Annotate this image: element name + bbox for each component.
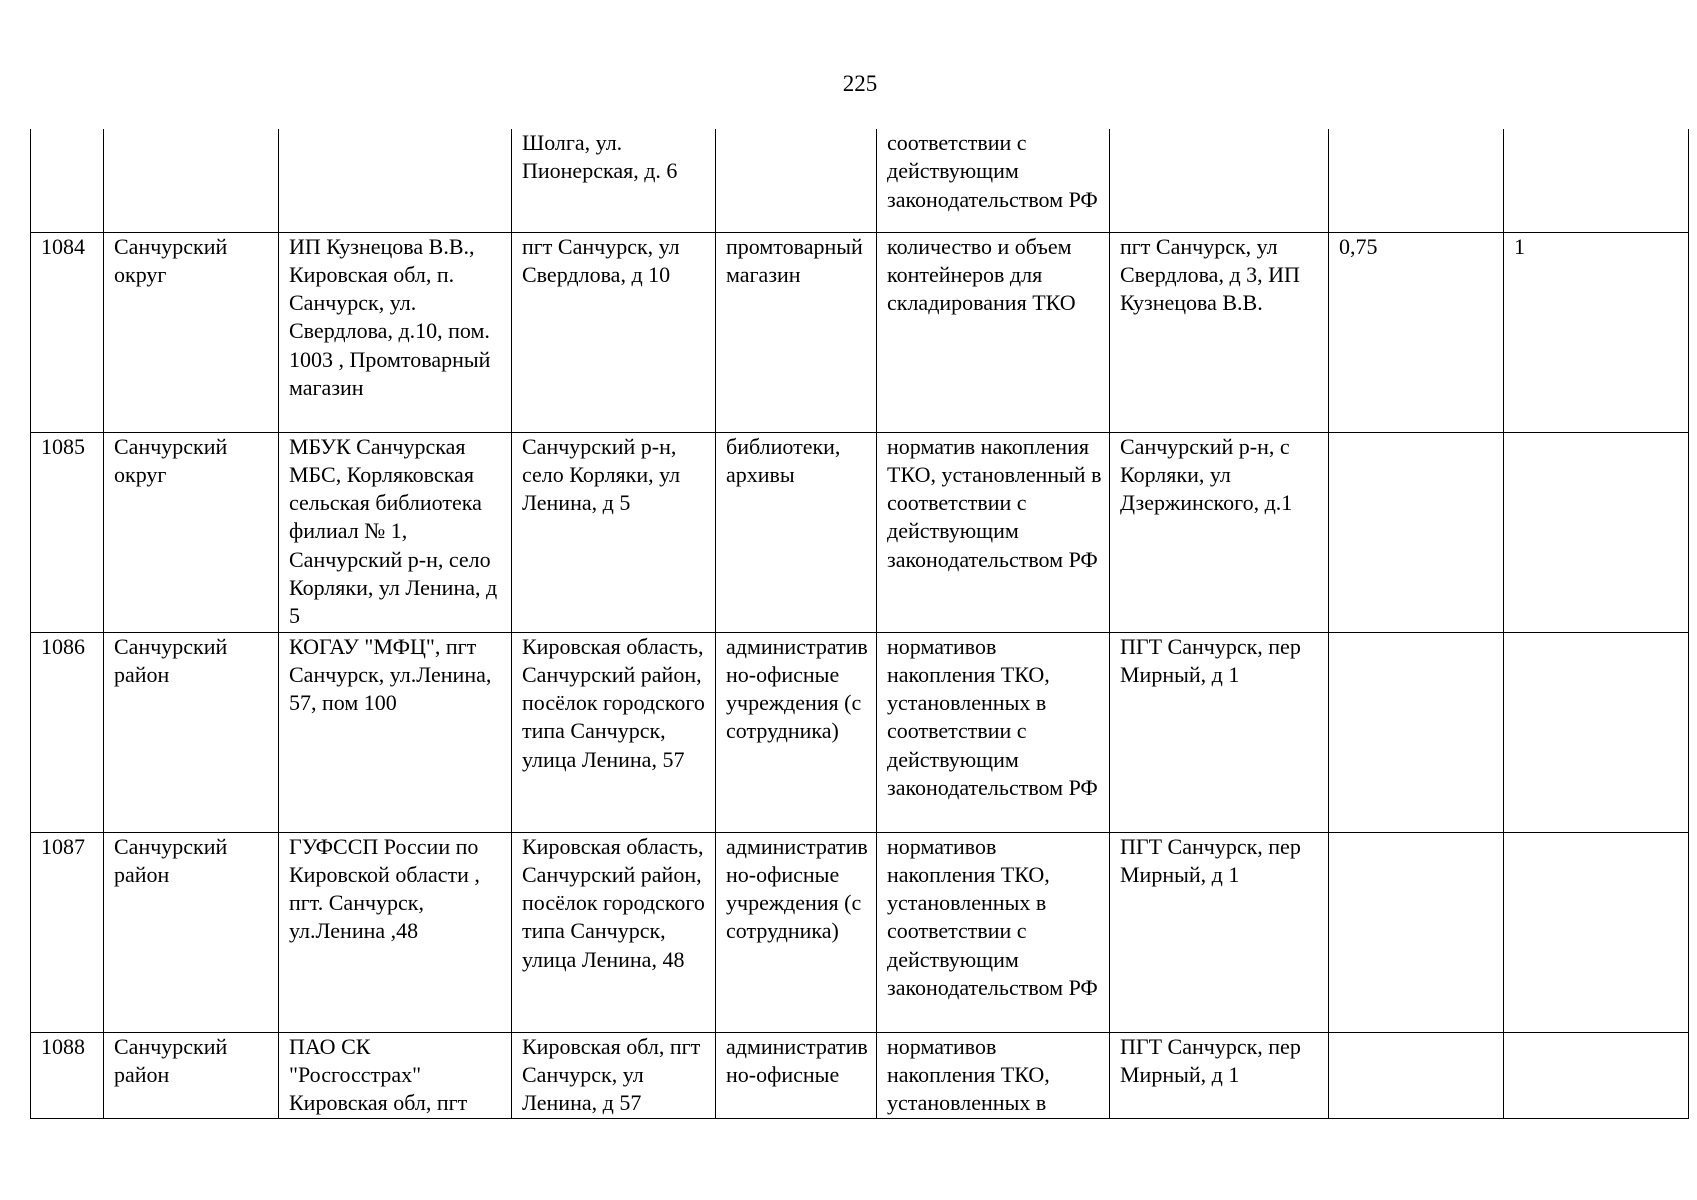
cell-no: 1084 (31, 232, 104, 432)
table-row (31, 832, 1689, 1032)
cell-category: административно-офисные учреждения (с сотрудника) (716, 832, 877, 1032)
cell-site (1110, 129, 1329, 232)
cell-address: Кировская область, Санчурский район, посёлок городского типа Санчурск, улица Ленина, 57 (512, 632, 716, 832)
cell-volume: 0,75 (1329, 232, 1504, 432)
cell-basis: норматив накопления ТКО, установленный в соответствии с действующим законодательством РФ (877, 432, 1110, 632)
cell-basis: нормативов накопления ТКО, установленных в соответствии с действующим законодательством РФ (877, 832, 1110, 1032)
cell-volume (1329, 1032, 1504, 1118)
cell-category: административно-офисные учреждения (с сотрудника) (716, 632, 877, 832)
cell-site: ПГТ Санчурск, пер Мирный, д 1 (1110, 1032, 1329, 1118)
cell-district: Санчурский район (104, 632, 279, 832)
cell-site: пгт Санчурск, ул Свердлова, д 3, ИП Кузнецова В.В. (1110, 232, 1329, 432)
cell-count (1504, 1032, 1689, 1118)
cell-no (31, 129, 104, 232)
cell-owner: ИП Кузнецова В.В., Кировская обл, п. Санчурск, ул. Свердлова, д.10, пом. 1003 , Промтоварный магазин (279, 232, 512, 432)
cell-no: 1085 (31, 432, 104, 632)
cell-owner: ГУФССП России по Кировской области , пгт. Санчурск, ул.Ленина ,48 (279, 832, 512, 1032)
cell-category: библиотеки, архивы (716, 432, 877, 632)
cell-address: Шолга, ул. Пионерская, д. 6 (512, 129, 716, 232)
cell-district: Санчурский район (104, 832, 279, 1032)
cell-address: Кировская область, Санчурский район, посёлок городского типа Санчурск, улица Ленина, 48 (512, 832, 716, 1032)
cell-address: пгт Санчурск, ул Свердлова, д 10 (512, 232, 716, 432)
cell-address: Санчурский р-н, село Корляки, ул Ленина, д 5 (512, 432, 716, 632)
cell-district (104, 129, 279, 232)
cell-count (1504, 432, 1689, 632)
cell-basis: нормативов накопления ТКО, установленных в соответствии с действующим законодательством РФ (877, 632, 1110, 832)
cell-volume (1329, 432, 1504, 632)
cell-volume (1329, 832, 1504, 1032)
waste-registry-table (30, 129, 1689, 1119)
cell-site: ПГТ Санчурск, пер Мирный, д 1 (1110, 632, 1329, 832)
cell-district: Санчурский округ (104, 432, 279, 632)
cell-basis: нормативов накопления ТКО, установленных в (877, 1032, 1110, 1118)
cell-owner (279, 129, 512, 232)
table-row (31, 432, 1689, 632)
page-number: 225 (842, 71, 878, 96)
cell-count (1504, 832, 1689, 1032)
cell-address: Кировская обл, пгт Санчурск, ул Ленина, д 57 (512, 1032, 716, 1118)
cell-district: Санчурский район (104, 1032, 279, 1118)
table-row (31, 632, 1689, 832)
cell-basis: соответствии с действующим законодательством РФ (877, 129, 1110, 232)
cell-owner: МБУК Санчурская МБС, Корляковская сельская библиотека филиал № 1, Санчурский р-н, село Корляки, ул Ленина, д 5 (279, 432, 512, 632)
cell-count (1504, 129, 1689, 232)
table-row-continuation (31, 129, 1689, 232)
cell-volume (1329, 129, 1504, 232)
cell-count: 1 (1504, 232, 1689, 432)
cell-no: 1086 (31, 632, 104, 832)
table-row (31, 1032, 1689, 1118)
cell-no: 1088 (31, 1032, 104, 1118)
cell-category: административно-офисные (716, 1032, 877, 1118)
cell-no: 1087 (31, 832, 104, 1032)
cell-basis: количество и объем контейнеров для складирования ТКО (877, 232, 1110, 432)
cell-site: Санчурский р-н, с Корляки, ул Дзержинского, д.1 (1110, 432, 1329, 632)
cell-category: промтоварный магазин (716, 232, 877, 432)
cell-owner: КОГАУ "МФЦ", пгт Санчурск, ул.Ленина, 57, пом 100 (279, 632, 512, 832)
cell-category (716, 129, 877, 232)
cell-site: ПГТ Санчурск, пер Мирный, д 1 (1110, 832, 1329, 1032)
cell-volume (1329, 632, 1504, 832)
cell-district: Санчурский округ (104, 232, 279, 432)
cell-owner: ПАО СК "Росгосстрах" Кировская обл, пгт (279, 1032, 512, 1118)
table-row (31, 232, 1689, 432)
cell-count (1504, 632, 1689, 832)
